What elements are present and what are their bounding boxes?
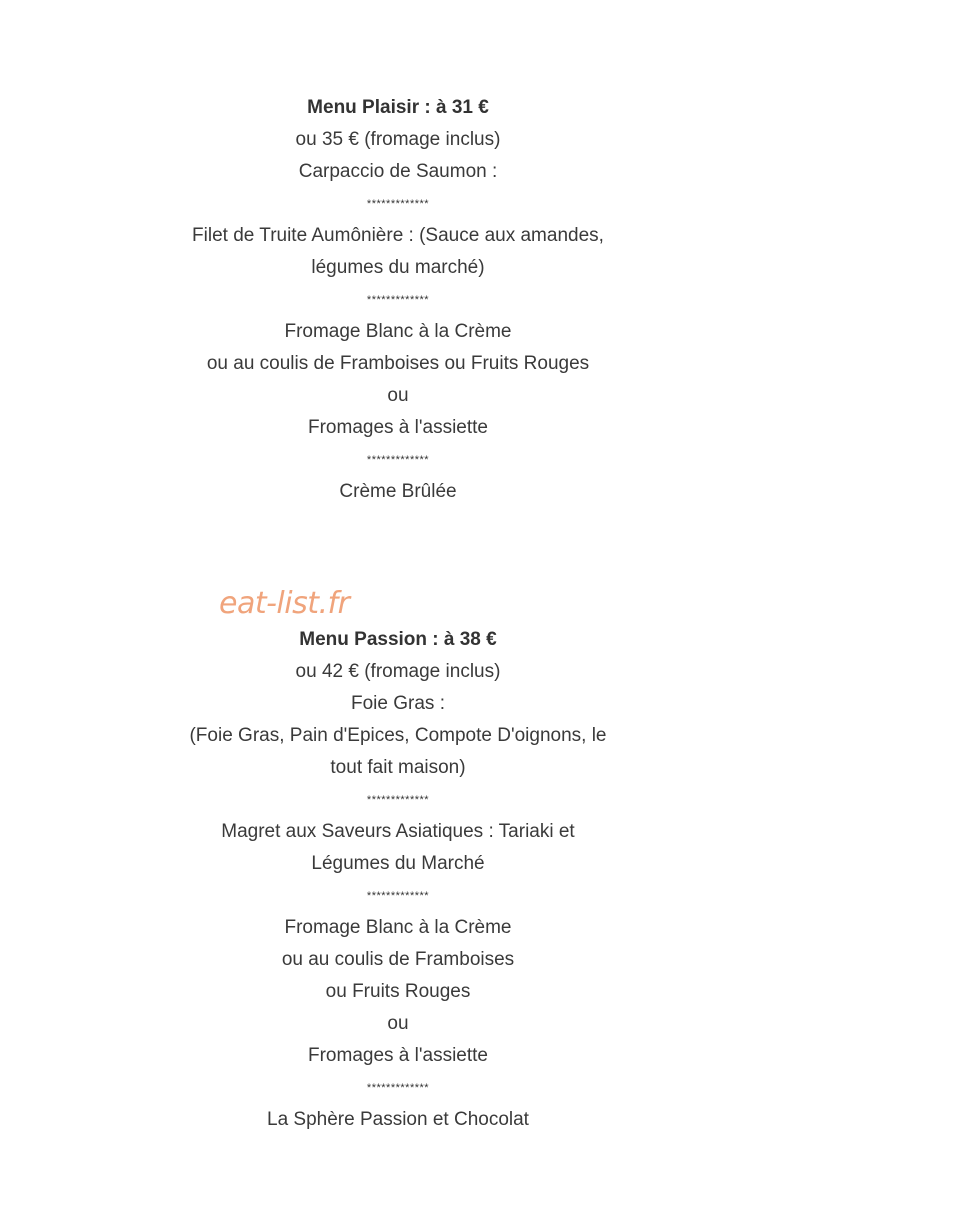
separator: *************: [366, 198, 430, 210]
separator: *************: [366, 890, 430, 902]
menu-line: Légumes du Marché: [311, 853, 485, 874]
separator: *************: [366, 454, 430, 466]
menu-line: ou: [387, 385, 409, 406]
separator: *************: [366, 294, 430, 306]
menu-line: Filet de Truite Aumônière : (Sauce aux amandes,: [192, 225, 604, 246]
menu-title: Menu Passion : à 38 €: [299, 629, 497, 650]
menu-line: Fromages à l'assiette: [308, 417, 488, 438]
menu-line: Fromage Blanc à la Crème: [284, 321, 512, 342]
watermark-logo: eat-list.fr: [219, 586, 350, 621]
menu-line: Carpaccio de Saumon :: [298, 161, 498, 182]
menu-line: Fromage Blanc à la Crème: [284, 917, 512, 938]
separator: *************: [366, 794, 430, 806]
menu-line: ou au coulis de Framboises ou Fruits Rouges: [206, 353, 590, 374]
menu-line: ou Fruits Rouges: [325, 981, 471, 1002]
menu-line: Magret aux Saveurs Asiatiques : Tariaki et: [221, 821, 575, 842]
menu-line: (Foie Gras, Pain d'Epices, Compote D'oignons, le: [189, 725, 607, 746]
menu-line: légumes du marché): [311, 257, 485, 278]
menu-passion-block: [178, 624, 618, 1136]
menu-line: ou 35 € (fromage inclus): [295, 129, 501, 150]
separator: *************: [366, 1082, 430, 1094]
menu-line: Foie Gras :: [351, 693, 445, 714]
menu-line: tout fait maison): [330, 757, 466, 778]
menu-line: Crème Brûlée: [339, 481, 457, 502]
menu-line: ou au coulis de Framboises: [281, 949, 515, 970]
menu-line: Fromages à l'assiette: [308, 1045, 488, 1066]
menu-line: ou: [387, 1013, 409, 1034]
menu-title: Menu Plaisir : à 31 €: [307, 97, 489, 118]
menu-line: La Sphère Passion et Chocolat: [267, 1109, 529, 1130]
menu-line: ou 42 € (fromage inclus): [295, 661, 501, 682]
menu-plaisir-block: [178, 92, 618, 508]
